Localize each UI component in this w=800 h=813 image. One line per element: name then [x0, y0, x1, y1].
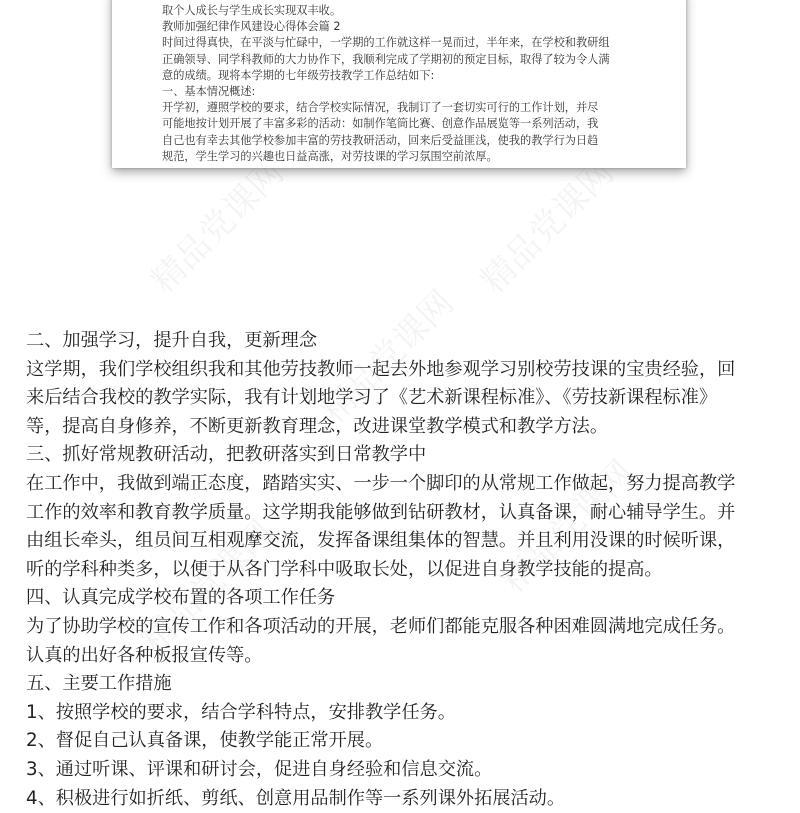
paragraph-line: 等，提高自身修养，不断更新教育理念，改进课堂教学模式和教学方法。 [26, 413, 778, 442]
preview-line: 开学初，遵照学校的要求，结合学校实际情况，我制订了一套切实可行的工作计划，并尽 [162, 100, 662, 116]
list-item: 3、通过听课、评课和研讨会，促进自身经验和信息交流。 [26, 756, 778, 785]
preview-line: 取个人成长与学生成长实现双丰收。 [162, 3, 662, 19]
paragraph-line: 听的学科种类多，以便于从各门学科中吸取长处，以促进自身教学技能的提高。 [26, 556, 778, 585]
paragraph-line: 认真的出好各种板报宣传等。 [26, 642, 778, 671]
preview-heading: 教师加强纪律作风建设心得体会篇 2 [162, 19, 662, 35]
paragraph-line: 这学期，我们学校组织我和其他劳技教师一起去外地参观学习别校劳技课的宝贵经验，回 [26, 356, 778, 385]
watermark [138, 147, 293, 302]
preview-line: 规范，学生学习的兴趣也日益高涨，对劳技课的学习氛围空前浓厚。 [162, 149, 662, 165]
paragraph-line: 来后结合我校的教学实际，我有计划地学习了《艺术新课程标准》、《劳技新课程标准》 [26, 384, 778, 413]
preview-line: 正确领导、同学科教师的大力协作下，我顺利完成了学期初的预定目标，取得了较为令人满 [162, 52, 662, 68]
list-item: 2、督促自己认真备课，使教学能正常开展。 [26, 727, 778, 756]
preview-line: 可能地按计划开展了丰富多彩的活动：如制作笔筒比赛、创意作品展览等一系列活动，我 [162, 116, 662, 132]
preview-section-heading: 一、基本情况概述: [162, 84, 662, 100]
preview-line: 意的成绩。现将本学期的七年级劳技教学工作总结如下: [162, 68, 662, 84]
paragraph-line: 在工作中，我做到端正态度，踏踏实实、一步一个脚印的从常规工作做起，努力提高教学 [26, 470, 778, 499]
paragraph-line: 为了协助学校的宣传工作和各项活动的开展，老师们都能克服各种困难圆满地完成任务。 [26, 613, 778, 642]
paragraph-line: 由组长牵头，组员间互相观摩交流，发挥备课组集体的智慧。并且利用没课的时候听课， [26, 527, 778, 556]
watermark [468, 147, 623, 302]
paragraph-line: 工作的效率和教育教学质量。这学期我能够做到钻研教材，认真备课，耐心辅导学生。并 [26, 499, 778, 528]
section-heading: 五、主要工作措施 [26, 670, 778, 699]
document-preview-card [112, 0, 686, 168]
preview-line: 自己也有幸去其他学校参加丰富的劳技教研活动，回来后受益匪浅，使我的教学行为日趋 [162, 133, 662, 149]
section-heading: 四、认真完成学校布置的各项工作任务 [26, 584, 778, 613]
list-item: 4、积极进行如折纸、剪纸、创意用品制作等一系列课外拓展活动。 [26, 785, 778, 813]
list-item: 1、按照学校的要求，结合学科特点，安排教学任务。 [26, 699, 778, 728]
section-heading: 三、抓好常规教研活动，把教研落实到日常教学中 [26, 441, 778, 470]
section-heading: 二、加强学习，提升自我，更新理念 [26, 327, 778, 356]
preview-line: 时间过得真快，在平淡与忙碌中，一学期的工作就这样一晃而过，半年来，在学校和教研组 [162, 35, 662, 51]
main-text-body [26, 327, 778, 813]
